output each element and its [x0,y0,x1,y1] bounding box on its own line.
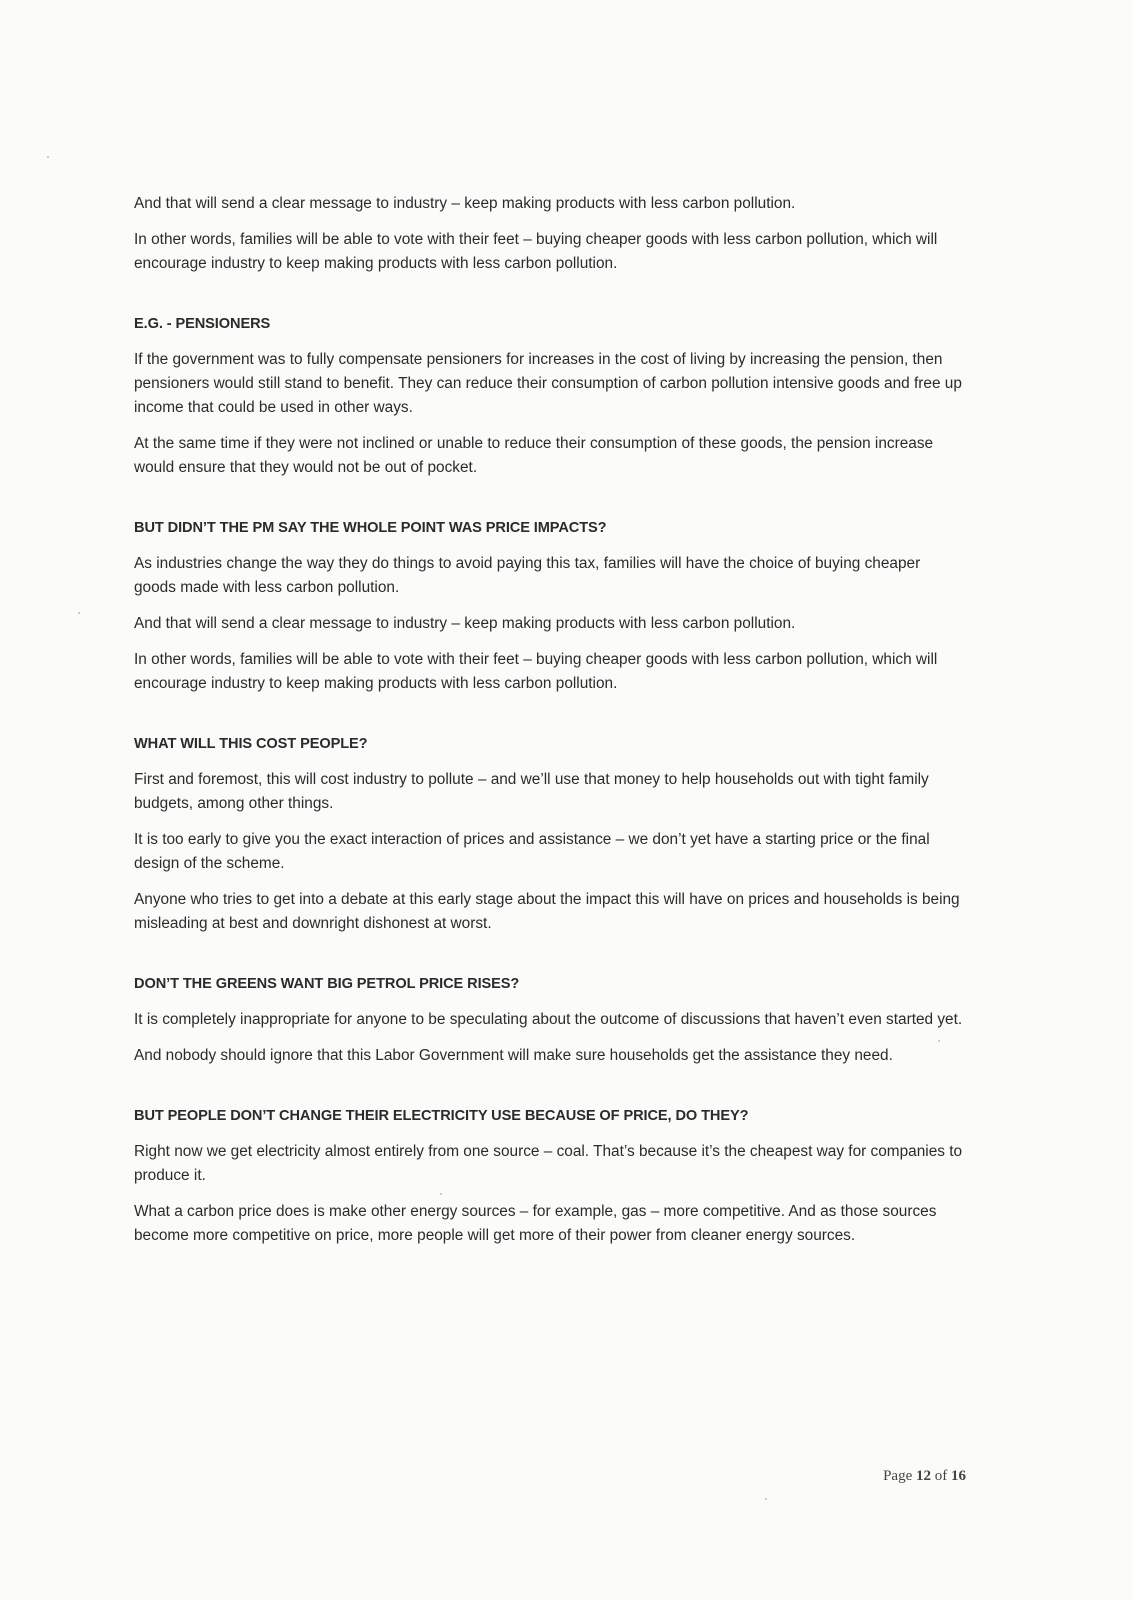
section-heading: E.G. - PENSIONERS [134,316,271,332]
section-paragraph: First and foremost, this will cost industry to pollute – and we’ll use that money to help households out with tight family budgets, among other things. [134,771,929,812]
page-current: 12 [916,1468,931,1484]
section-electricity-use [134,1104,966,1248]
section-paragraph: What a carbon price does is make other energy sources – for example, gas – more competitive. And as those sources become more competitive on price, more people will get more of their power from cleaner energy sources. [134,1203,937,1244]
section-paragraph: Anyone who tries to get into a debate at this early stage about the impact this will have on prices and households is being misleading at best and downright dishonest at worst. [134,891,960,932]
document-body [134,192,966,1260]
intro-paragraph: In other words, families will be able to vote with their feet – buying cheaper goods with less carbon pollution, which will encourage industry to keep making products with less carbon pollution. [134,231,938,272]
section-price-impacts [134,516,966,696]
page-label: Page [883,1468,913,1484]
section-paragraph: It is too early to give you the exact interaction of prices and assistance – we don’t yet have a starting price or the final design of the scheme. [134,831,930,872]
section-heading: BUT PEOPLE DON’T CHANGE THEIR ELECTRICITY USE BECAUSE OF PRICE, DO THEY? [134,1108,749,1124]
section-paragraph: And that will send a clear message to industry – keep making products with less carbon pollution. [134,615,796,632]
section-paragraph: It is completely inappropriate for anyone to be speculating about the outcome of discussions that haven’t even started yet. [134,1011,963,1028]
section-heading: DON’T THE GREENS WANT BIG PETROL PRICE RISES? [134,976,520,992]
section-greens-petrol [134,972,966,1068]
page-total: 16 [951,1468,966,1484]
section-paragraph: In other words, families will be able to vote with their feet – buying cheaper goods with less carbon pollution, which will encourage industry to keep making products with less carbon pollution. [134,651,938,692]
section-paragraph: And nobody should ignore that this Labor Government will make sure households get the assistance they need. [134,1047,893,1064]
intro-paragraph: And that will send a clear message to industry – keep making products with less carbon pollution. [134,195,796,212]
section-heading: BUT DIDN’T THE PM SAY THE WHOLE POINT WAS PRICE IMPACTS? [134,520,607,536]
section-paragraph: At the same time if they were not inclined or unable to reduce their consumption of these goods, the pension increase would ensure that they would not be out of pocket. [134,435,934,476]
scan-speck [78,612,80,614]
scan-speck [440,1193,442,1195]
scan-speck [938,1040,940,1042]
section-paragraph: As industries change the way they do things to avoid paying this tax, families will have the choice of buying cheaper goods made with less carbon pollution. [134,555,921,596]
section-pensioners [134,312,966,480]
intro-block [134,192,966,276]
section-heading: WHAT WILL THIS COST PEOPLE? [134,736,368,752]
section-paragraph: If the government was to fully compensate pensioners for increases in the cost of living by increasing the pension, then pensioners would still stand to benefit. They can reduce their consumption of carbon pollution intensive goods and free up income that could be used in other ways. [134,351,962,416]
section-cost-people [134,732,966,936]
page-of: of [934,1468,948,1484]
page-number [883,1468,966,1485]
section-paragraph: Right now we get electricity almost entirely from one source – coal. That’s because it’s the cheapest way for companies to produce it. [134,1143,963,1184]
scan-speck [47,156,49,158]
scan-speck [765,1498,767,1500]
